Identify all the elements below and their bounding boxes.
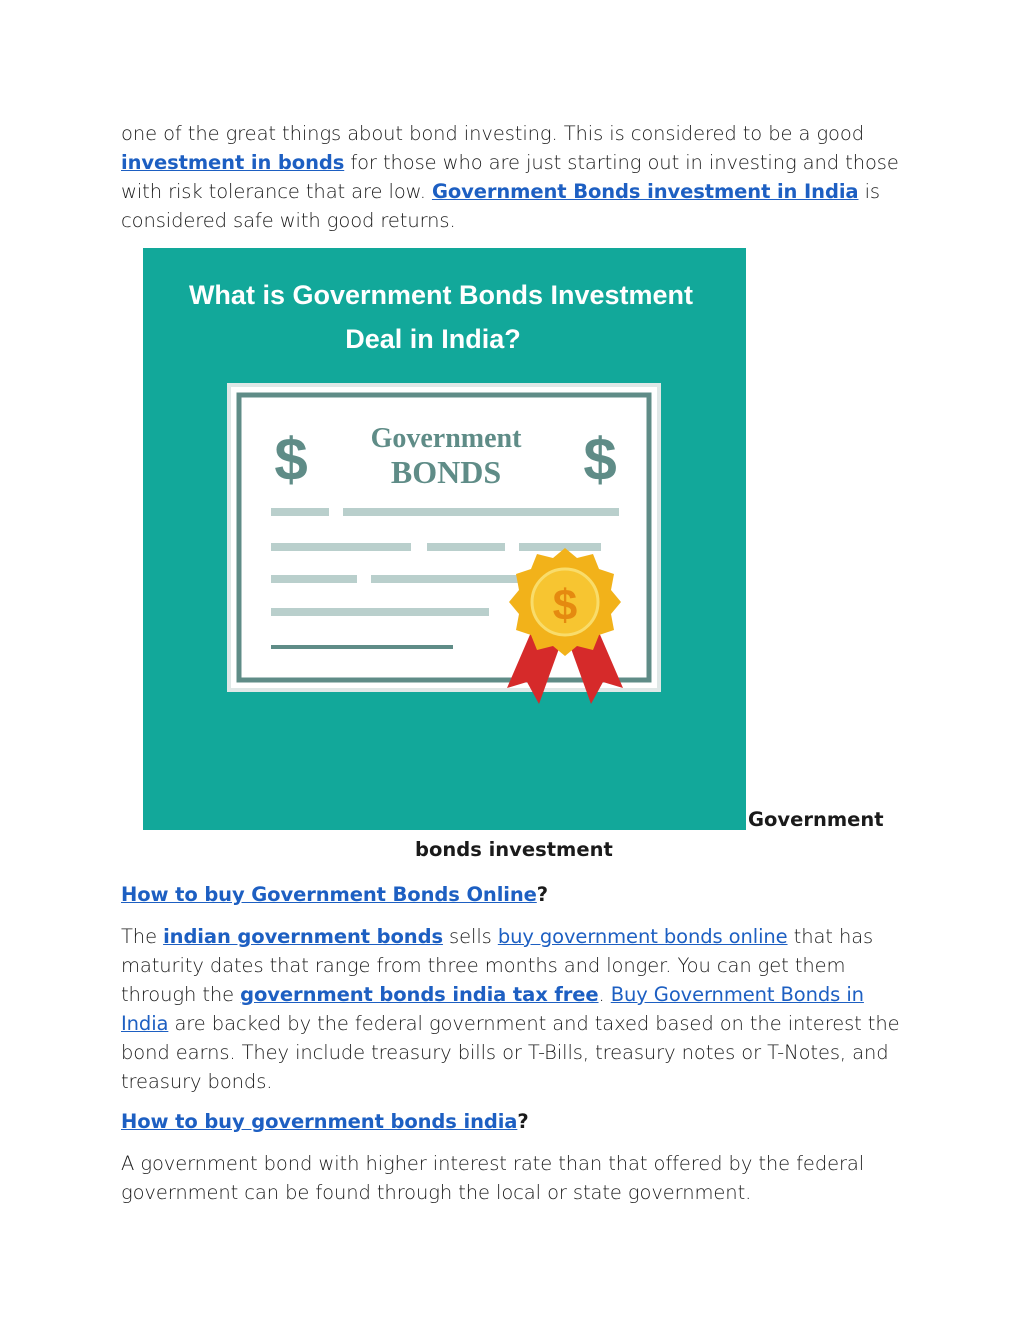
maturity-text-1: The <box>121 925 164 948</box>
tax-free-bonds-link[interactable]: government bonds india tax free <box>240 983 599 1006</box>
image-caption-line1: Government <box>748 808 884 831</box>
heading-buy-online <box>121 880 911 909</box>
government-bonds-india-link[interactable]: Government Bonds investment in India <box>431 180 859 203</box>
investment-in-bonds-link[interactable]: investment in bonds <box>121 151 345 174</box>
illustration-svg <box>143 248 746 830</box>
illustration-title-line1: What is Government Bonds Investment <box>188 280 694 310</box>
local-government-text: A government bond with higher interest rate than that offered by the federal government can be found through the local or state government. <box>121 1152 865 1204</box>
intro-paragraph <box>121 119 911 235</box>
how-to-buy-india-link[interactable]: How to buy government bonds india <box>121 1110 518 1133</box>
illustration-title-line2: Deal in India? <box>345 324 521 354</box>
intro-text-3: is considered safe with good returns. <box>121 180 880 232</box>
heading-buy-india <box>121 1107 911 1136</box>
maturity-text-4: . <box>598 983 611 1006</box>
heading-buy-online-question: ? <box>536 883 548 906</box>
heading-buy-india-question: ? <box>517 1110 529 1133</box>
signature-line <box>271 645 453 649</box>
seal-dollar-icon: $ <box>552 581 578 630</box>
how-to-buy-online-link[interactable]: How to buy Government Bonds Online <box>121 883 537 906</box>
buy-bonds-india-link[interactable]: Buy Government Bonds in India <box>121 983 864 1035</box>
certificate-text-line2: BONDS <box>390 454 502 490</box>
government-bonds-illustration <box>143 248 746 830</box>
buy-government-bonds-online-link[interactable]: buy government bonds online <box>497 925 788 948</box>
local-government-paragraph <box>121 1149 911 1207</box>
dollar-sign-left-icon: $ <box>274 426 308 493</box>
certificate-text-line1: Government <box>370 423 522 454</box>
intro-text-1: one of the great things about bond investing. This is considered to be a good <box>121 122 864 145</box>
intro-text-2: for those who are just starting out in investing and those with risk tolerance that are low. <box>121 151 899 203</box>
image-caption-line2: bonds investment <box>415 838 613 861</box>
dollar-sign-right-icon: $ <box>583 426 617 493</box>
maturity-text-5: are backed by the federal government and taxed based on the interest the bond earns. They include treasury bills or T-Bills, treasury notes or T-Notes, and treasury bonds. <box>121 1012 900 1093</box>
maturity-text-2: sells <box>442 925 498 948</box>
maturity-text-3: that has maturity dates that range from three months and longer. You can get them through the <box>121 925 874 1006</box>
indian-government-bonds-link[interactable]: indian government bonds <box>163 925 443 948</box>
maturity-paragraph <box>121 922 911 1096</box>
